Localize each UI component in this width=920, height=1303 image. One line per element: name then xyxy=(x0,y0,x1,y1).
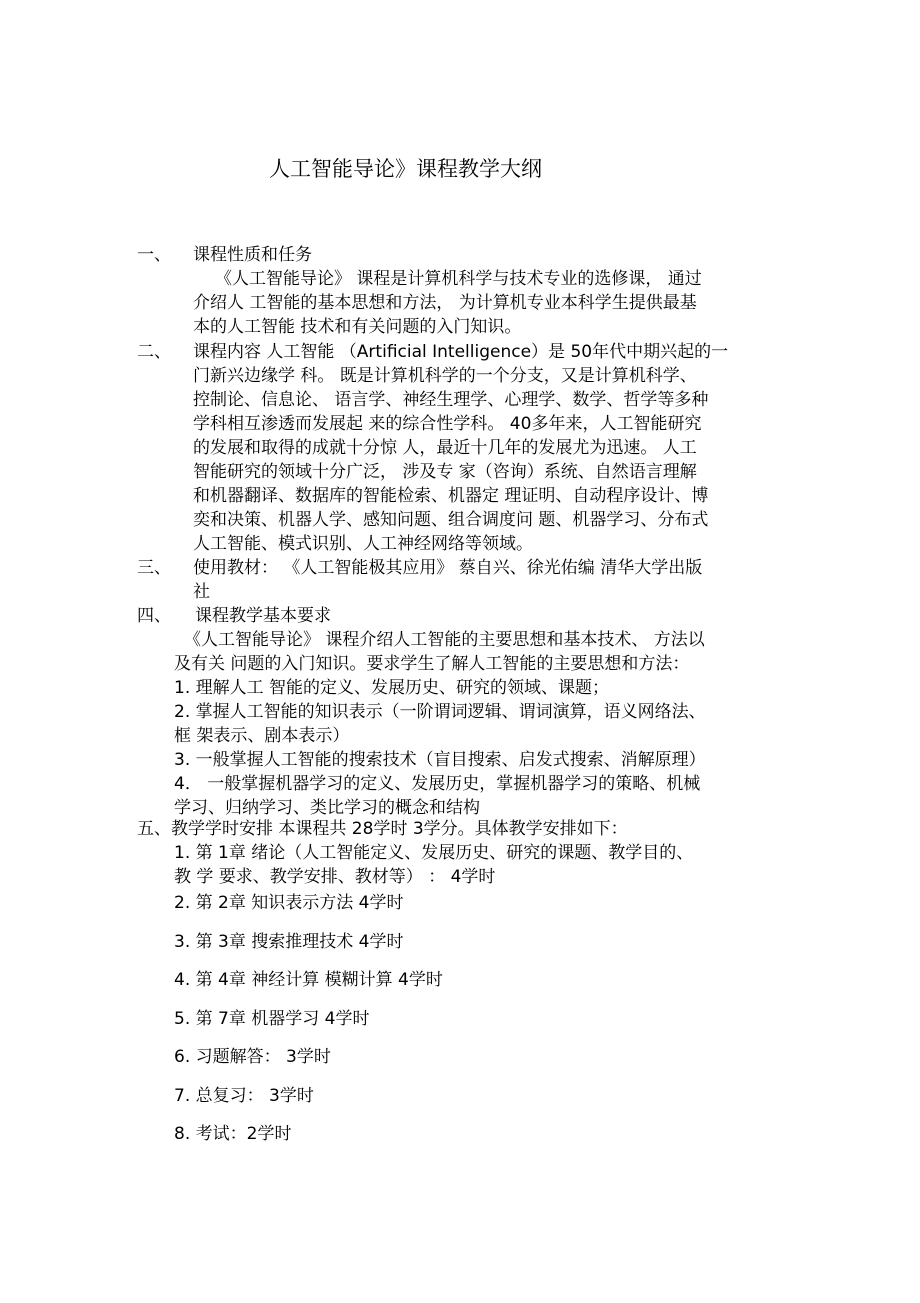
schedule-item: 8. 考试：2学时 xyxy=(174,1124,292,1144)
paragraph-line: 《人工智能导论》 课程是计算机科学与技术专业的选修课， 通过 xyxy=(215,269,702,289)
schedule-item-1 xyxy=(174,841,693,889)
section-3-number: 三、 xyxy=(137,558,171,578)
paragraph-line: 学科相互渗透而发展起 来的综合性学科。 40多年来，人工智能研究 xyxy=(193,414,702,434)
paragraph-line: 框 架表示、剧本表示） xyxy=(174,726,350,746)
section-3-body xyxy=(193,556,702,604)
paragraph-line: 控制论、信息论、 语言学、神经生理学、心理学、数学、哲学等多种 xyxy=(193,390,709,410)
paragraph-line: 的发展和取得的成就十分惊 人，最近十几年的发展尤为迅速。 人工 xyxy=(193,438,697,458)
paragraph-line: 学习、归纳学习、类比学习的概念和结构 xyxy=(174,798,480,818)
list-item: 1. 第 1章 绪论（人工智能定义、发展历史、研究的课题、教学目的、 xyxy=(174,843,694,863)
list-item: 3. 一般掌握人工智能的搜索技术（盲目搜索、启发式搜索、消解原理） xyxy=(174,750,706,770)
schedule-item: 4. 第 4章 神经计算 模糊计算 4学时 xyxy=(174,970,443,990)
list-item: 1. 理解人工 智能的定义、发展历史、研究的领域、课题； xyxy=(174,678,610,698)
section-1-body xyxy=(193,267,702,339)
section-2-number: 二、 xyxy=(137,342,171,362)
section-5-heading: 五、教学学时安排 本课程共 28学时 3学分。具体教学安排如下： xyxy=(137,819,628,839)
paragraph-line: 及有关 问题的入门知识。要求学生了解人工智能的主要思想和方法： xyxy=(174,654,690,674)
paragraph-line: 人工智能、模式识别、人工神经网络等领域。 xyxy=(193,534,533,554)
schedule-item: 5. 第 7章 机器学习 4学时 xyxy=(174,1009,370,1029)
schedule-item: 3. 第 3章 搜索推理技术 4学时 xyxy=(174,932,404,952)
paragraph-line: 使用教材： 《人工智能极其应用》 蔡自兴、徐光佑编 清华大学出版 xyxy=(193,558,703,578)
paragraph-line: 《人工智能导论》 课程介绍人工智能的主要思想和基本技术、 方法以 xyxy=(184,630,705,650)
section-2-body xyxy=(193,340,728,556)
section-4-body xyxy=(174,628,706,820)
paragraph-line: 和机器翻译、数据库的智能检索、机器定 理证明、自动程序设计、博 xyxy=(193,486,709,506)
paragraph-line: 智能研究的领域十分广泛， 涉及专 家（咨询）系统、自然语言理解 xyxy=(193,462,697,482)
schedule-item: 7. 总复习： 3学时 xyxy=(174,1086,314,1106)
list-item: 教 学 要求、教学安排、教材等） ： 4学时 xyxy=(174,867,496,887)
paragraph-line: 本的人工智能 技术和有关问题的入门知识。 xyxy=(193,317,522,337)
section-1-heading: 课程性质和任务 xyxy=(193,245,312,265)
paragraph-line: 介绍人 工智能的基本思想和方法， 为计算机专业本科学生提供最基 xyxy=(193,293,697,313)
section-1-number: 一、 xyxy=(137,245,171,265)
section-4-heading: 课程教学基本要求 xyxy=(195,606,331,626)
paragraph-line: 奕和决策、机器人学、感知问题、组合调度问 题、机器学习、分布式 xyxy=(193,510,709,530)
paragraph-line: 社 xyxy=(193,582,210,602)
section-4-number: 四、 xyxy=(137,606,171,626)
page-title: 人工智能导论》课程教学大纲 xyxy=(269,157,542,181)
schedule-item: 6. 习题解答： 3学时 xyxy=(174,1047,331,1067)
paragraph-line: 门新兴边缘学 科。 既是计算机科学的一个分支，又是计算机科学、 xyxy=(193,366,697,386)
paragraph-line: 课程内容 人工智能 （Artificial Intelligence）是 50年代中期兴起的一 xyxy=(193,342,729,362)
list-item: 2. 掌握人工智能的知识表示（一阶谓词逻辑、谓词演算，语义网络法、 xyxy=(174,702,706,722)
schedule-item: 2. 第 2章 知识表示方法 4学时 xyxy=(174,893,404,913)
list-item: 4． 一般掌握机器学习的定义、发展历史，掌握机器学习的策略、机械 xyxy=(174,774,701,794)
